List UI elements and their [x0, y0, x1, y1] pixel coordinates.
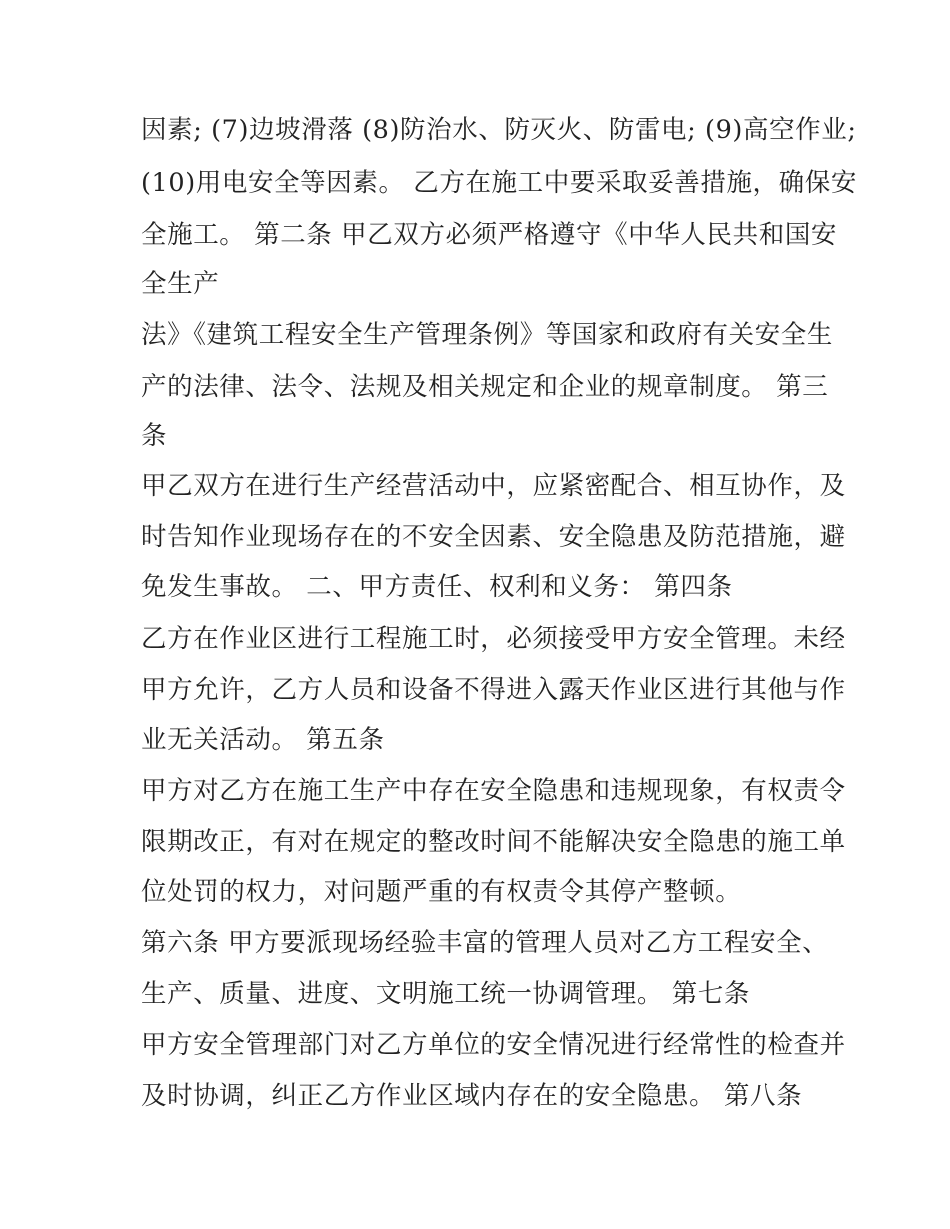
text-line: 甲方对乙方在施工生产中存在安全隐患和违规现象，有权责令: [141, 776, 846, 806]
text-line: 第六条 甲方要派现场经验丰富的管理人员对乙方工程安全、: [141, 928, 829, 958]
text-line: (10)用电安全等因素。 乙方在施工中要采取妥善措施，确保安: [141, 168, 857, 198]
text-line: 免发生事故。 二、甲方责任、权利和义务： 第四条: [141, 572, 733, 602]
text-line: 全施工。 第二条 甲乙双方必须严格遵守《中华人民共和国安: [141, 220, 838, 250]
text-line: 业无关活动。 第五条: [141, 725, 385, 755]
text-line: 乙方在作业区进行工程施工时，必须接受甲方安全管理。未经: [141, 624, 846, 654]
text-line: 位处罚的权力，对问题严重的有权责令其停产整顿。: [141, 877, 742, 907]
text-line: 及时协调，纠正乙方作业区域内存在的安全隐患。 第八条: [141, 1081, 803, 1111]
text-line: 甲方安全管理部门对乙方单位的安全情况进行经常性的检查并: [141, 1030, 846, 1060]
text-line: 法》《建筑工程安全生产管理条例》等国家和政府有关安全生: [141, 320, 833, 350]
text-line: 生产、质量、进度、文明施工统一协调管理。 第七条: [141, 979, 751, 1009]
text-line: 限期改正，有对在规定的整改时间不能解决安全隐患的施工单: [141, 827, 846, 857]
text-line: 条: [141, 421, 168, 451]
text-line: 全生产: [141, 269, 220, 299]
text-line: 因素; (7)边坡滑落 (8)防治水、防灭火、防雷电; (9)高空作业;: [141, 115, 857, 145]
text-line: 产的法律、法令、法规及相关规定和企业的规章制度。 第三: [141, 372, 829, 402]
text-line: 时告知作业现场存在的不安全因素、安全隐患及防范措施，避: [141, 522, 846, 552]
text-line: 甲乙双方在进行生产经营活动中，应紧密配合、相互协作，及: [141, 471, 846, 501]
text-line: 甲方允许，乙方人员和设备不得进入露天作业区进行其他与作: [141, 675, 846, 705]
